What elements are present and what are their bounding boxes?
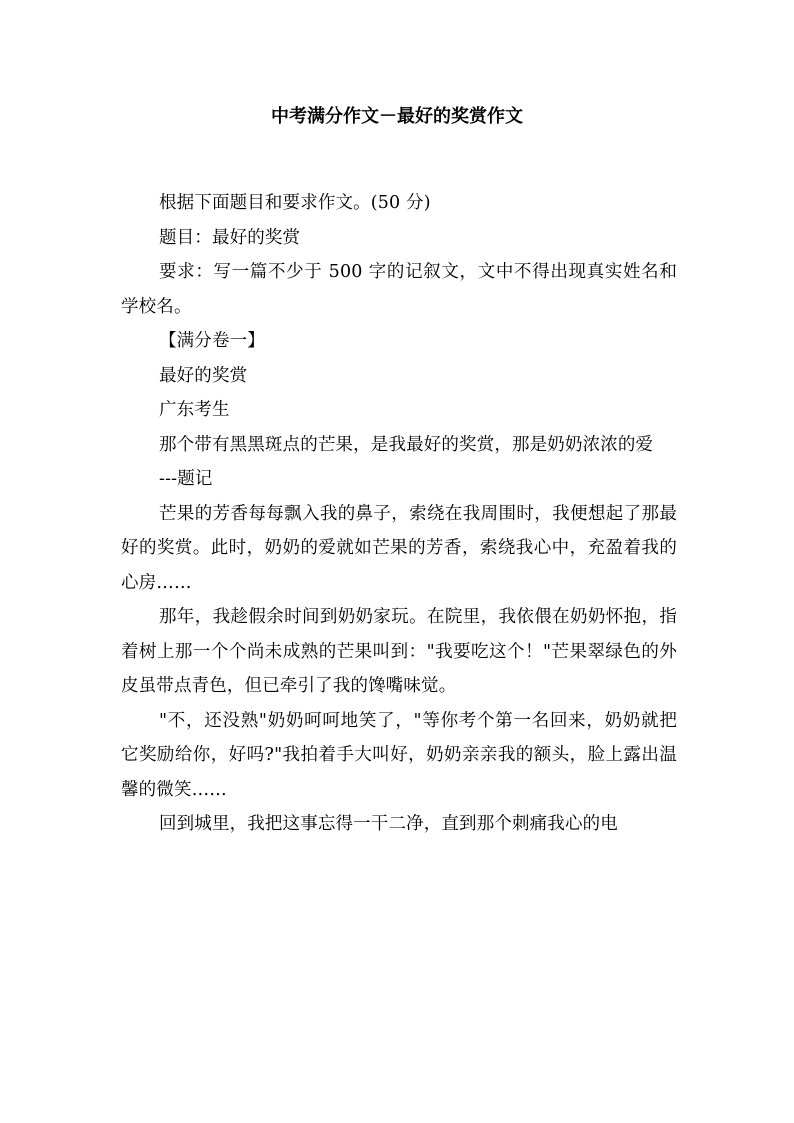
paragraph-essay-title: 最好的奖赏 [159, 365, 248, 386]
paragraph-requirements: 要求：写一篇不少于 500 字的记叙文，文中不得出现真实姓名和学校名。 [121, 262, 677, 317]
document-body [121, 186, 677, 842]
paragraph-epigraph: 那个带有黑黑斑点的芒果，是我最好的奖赏，那是奶奶浓浓的爱 [159, 434, 654, 455]
paragraph-body-4: 回到城里，我把这事忘得一干二净，直到那个刺痛我心的电 [159, 814, 618, 834]
paragraph-epigraph-label: ---题记 [159, 469, 213, 489]
document-title: 中考满分作文－最好的奖赏作文 [271, 106, 523, 127]
paragraph-body-2: 那年，我趁假余时间到奶奶家玩。在院里，我依偎在奶奶怀抱，指着树上那一个个尚未成熟的芒果叫到："我要吃这个！"芒果翠绿色的外皮虽带点青色，但已牵引了我的馋嘴味觉。 [121, 607, 677, 696]
paragraph-section-label: 【满分卷一】 [159, 331, 265, 351]
paragraph-body-1: 芒果的芳香每每飘入我的鼻子，索绕在我周围时，我便想起了那最好的奖赏。此时，奶奶的爱就如芒果的芳香，索绕我心中，充盈着我的心房…… [121, 503, 677, 593]
paragraph-instruction: 根据下面题目和要求作文。(50 分) [159, 193, 431, 213]
paragraph-body-3: "不，还没熟"奶奶呵呵地笑了，"等你考个第一名回来，奶奶就把它奖励给你，好吗?"我拍着手大叫好，奶奶亲亲我的额头，脸上露出温馨的微笑…… [121, 710, 677, 800]
paragraph-author: 广东考生 [159, 400, 230, 420]
paragraph-topic: 题目：最好的奖赏 [159, 227, 301, 248]
